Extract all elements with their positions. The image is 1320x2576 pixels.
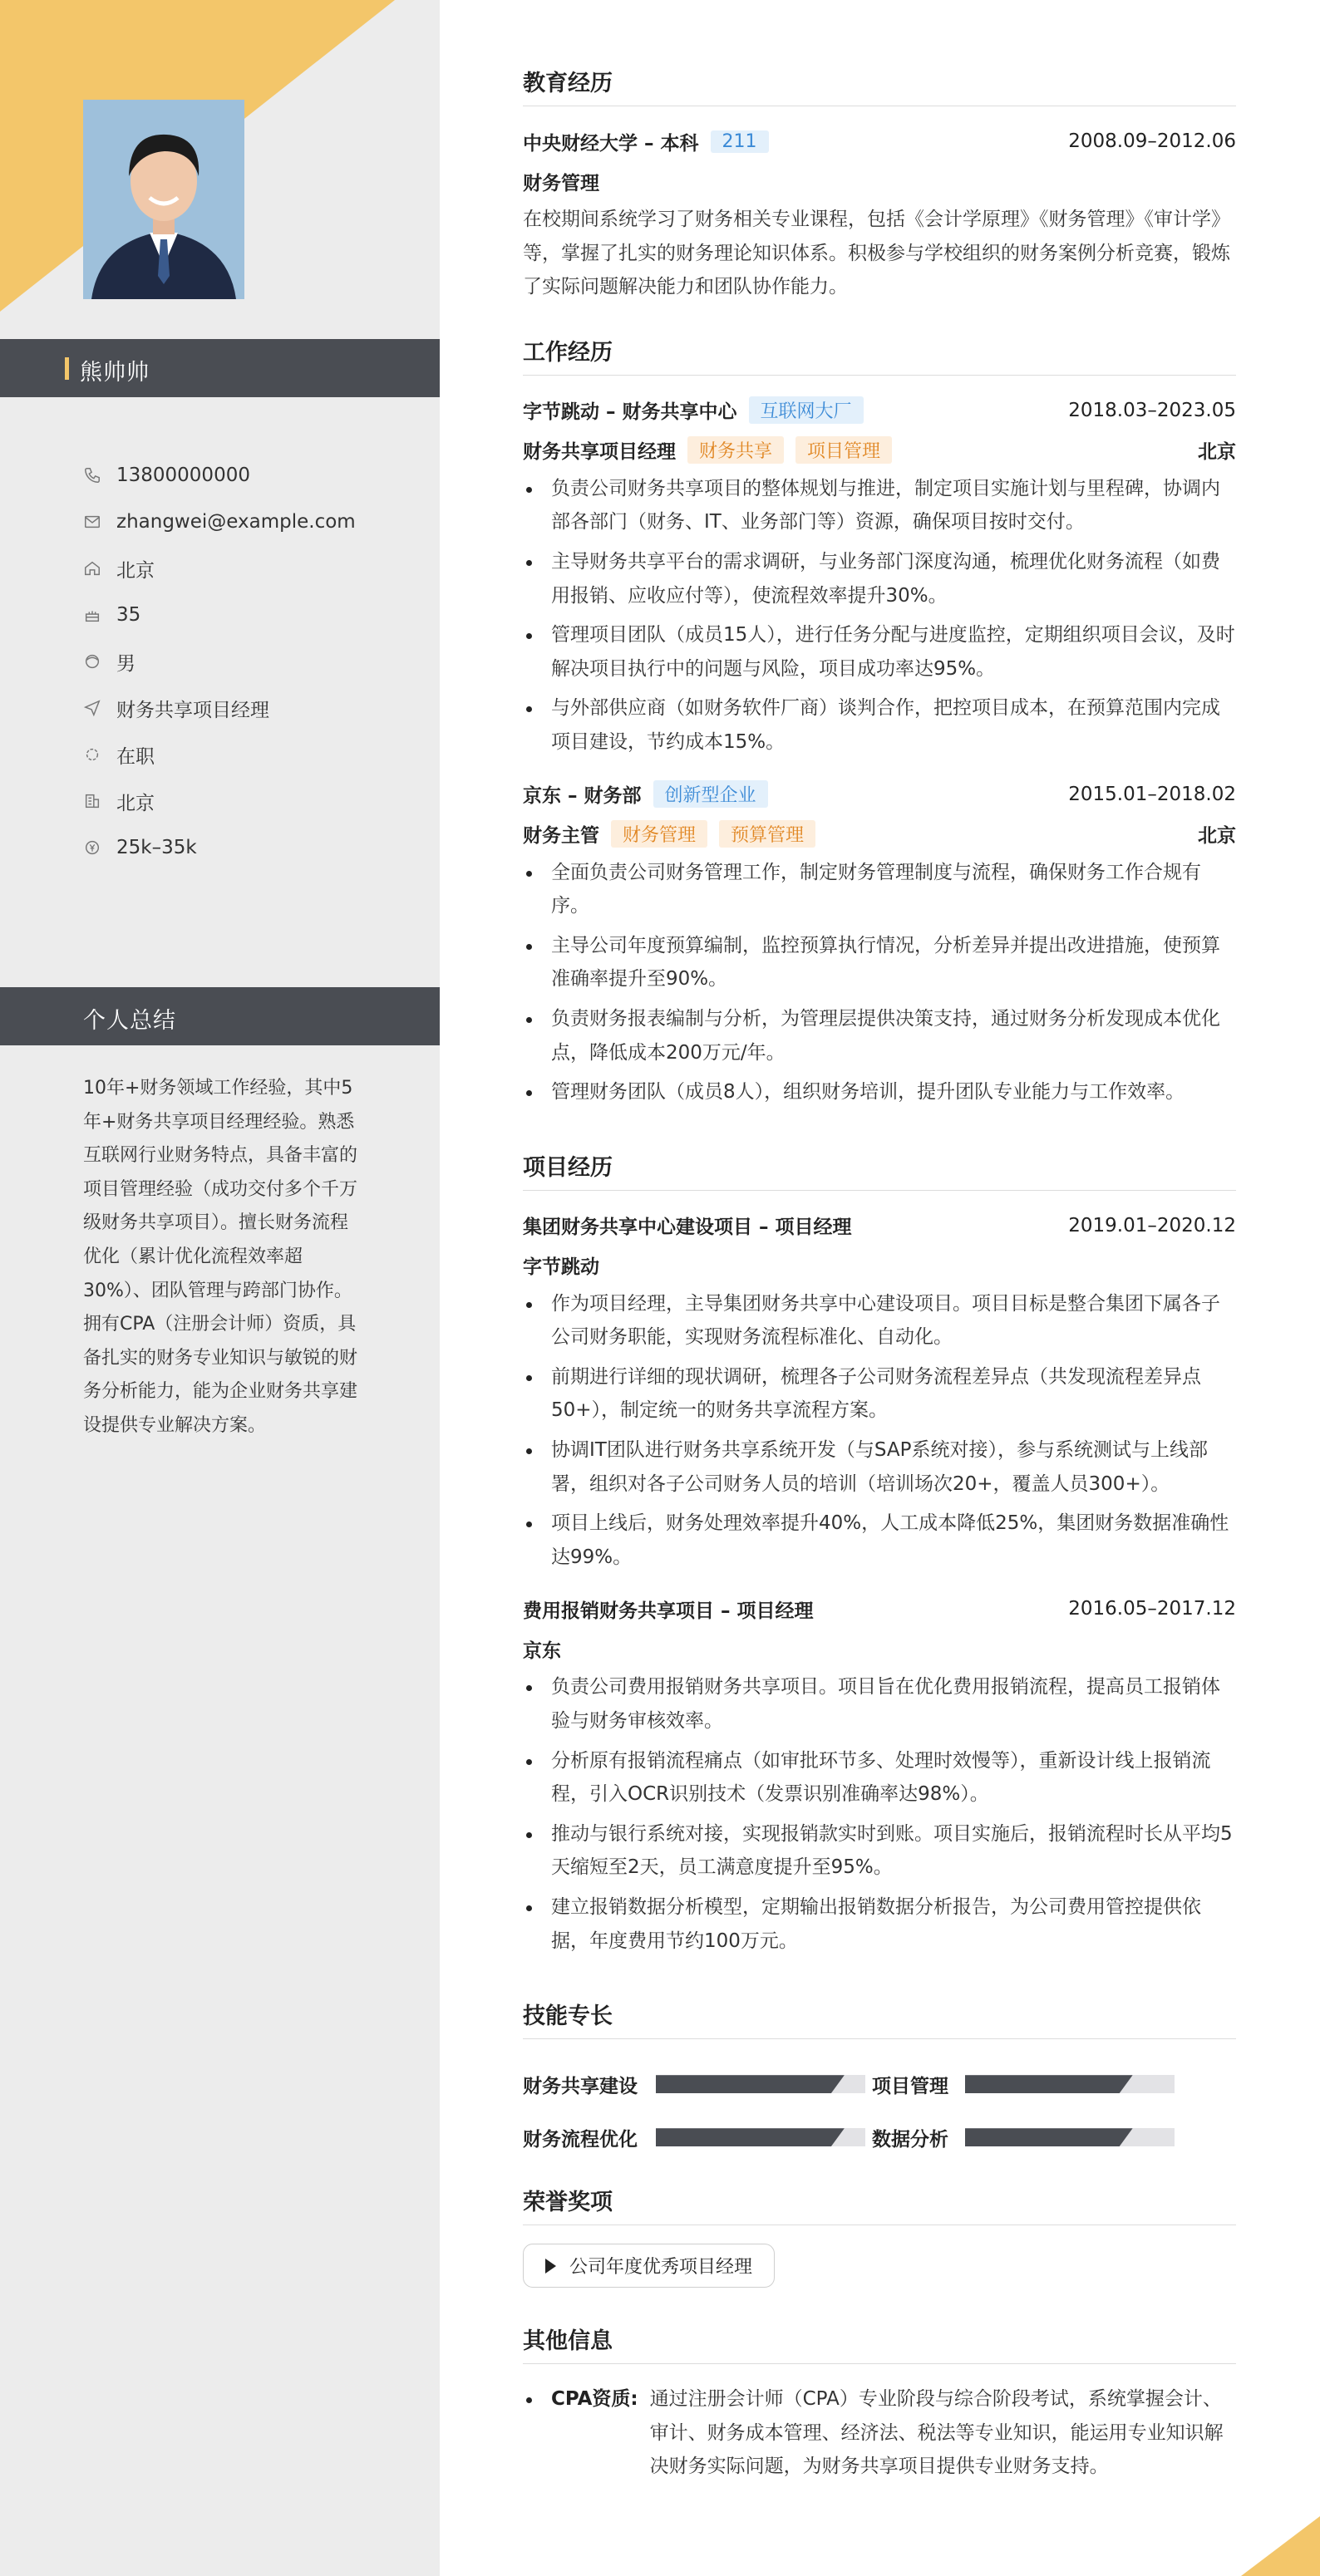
summary-header xyxy=(0,987,440,1045)
job-role xyxy=(523,820,815,848)
bullet-item: 分析原有报销流程痛点（如审批环节多、处理时效慢等），重新设计线上报销流程，引入OCR识别技术（发票识别准确率达98%）。 xyxy=(523,1744,1236,1812)
contact-value: 男 xyxy=(116,652,135,675)
role-tag: 财务共享 xyxy=(687,436,784,464)
bullet-item: 作为项目经理，主导集团财务共享中心建设项目。项目目标是整合集团下属各子公司财务职能，实现财务流程标准化、自动化。 xyxy=(523,1287,1236,1354)
skill-bar xyxy=(965,2128,1175,2146)
job-date: 2015.01–2018.02 xyxy=(1068,783,1236,805)
skill-fill xyxy=(656,2075,845,2093)
phone-icon xyxy=(83,466,101,484)
education-major: 财务管理 xyxy=(523,172,599,194)
project-item xyxy=(523,1592,1236,1958)
skill-bar xyxy=(965,2075,1175,2093)
contact-home xyxy=(83,545,416,592)
age-icon xyxy=(83,606,101,624)
contact-value: 35 xyxy=(116,604,141,626)
skill-name: 项目管理 xyxy=(872,2075,948,2097)
contact-value: 在职 xyxy=(116,745,155,768)
education-school xyxy=(523,128,769,155)
project-org: 京东 xyxy=(523,1639,561,1662)
bullet-item: 主导公司年度预算编制，监控预算执行情况，分析差异并提出改进措施，使预算准确率提升至90%。 xyxy=(523,929,1236,996)
job-head xyxy=(523,394,1236,427)
role-tag: 财务管理 xyxy=(611,820,707,848)
bullet-item: 与外部供应商（如财务软件厂商）谈判合作，把控项目成本，在预算范围内完成项目建设，节约成本15%。 xyxy=(523,691,1236,759)
summary-text: 10年+财务领域工作经验，其中5年+财务共享项目经理经验。熟悉互联网行业财务特点，具备丰富的项目管理经验（成功交付多个千万级财务共享项目）。擅长财务流程优化（累计优化流程效率超30%）、团队管理与跨部门协作。拥有CPA（注册会计师）资质，具备扎实的财务专业知识与敏锐的财务分析能力，能为企业财务共享建设提供专业解决方案。 xyxy=(83,1078,358,1436)
job-company xyxy=(523,396,864,424)
project-name: 费用报销财务共享项目 – 项目经理 xyxy=(523,1600,814,1622)
project-item xyxy=(523,1209,1236,1575)
company-name: 字节跳动 – 财务共享中心 xyxy=(523,401,737,424)
section-title-projects: 项目经历 xyxy=(523,1149,1236,1191)
skill-fill xyxy=(656,2128,845,2146)
play-icon xyxy=(545,2259,556,2274)
salary-icon xyxy=(83,838,101,857)
contact-position xyxy=(83,685,416,731)
award-item xyxy=(523,2244,775,2288)
profile-photo xyxy=(83,100,244,299)
skills-list xyxy=(523,2057,1236,2164)
role-name: 财务主管 xyxy=(523,825,599,848)
contact-value: zhangwei@example.com xyxy=(116,511,356,533)
company-tag: 创新型企业 xyxy=(653,780,768,808)
section-title-work: 工作经历 xyxy=(523,334,1236,376)
other-item xyxy=(523,2382,1236,2484)
sidebar xyxy=(0,0,440,2576)
job-head xyxy=(523,778,1236,811)
bullet-item: 协调IT团队进行财务共享系统开发（与SAP系统对接），参与系统测试与上线部署，组织对各子公司财务人员的培训（培训场次20+，覆盖人员300+）。 xyxy=(523,1433,1236,1501)
award-label: 公司年度优秀项目经理 xyxy=(569,2257,753,2279)
project-date: 2016.05–2017.12 xyxy=(1068,1598,1236,1620)
home-icon xyxy=(83,559,101,578)
company-name: 京东 – 财务部 xyxy=(523,785,642,808)
school-name: 中央财经大学 – 本科 xyxy=(523,132,699,155)
skill-item xyxy=(872,2057,1221,2111)
skill-name: 财务共享建设 xyxy=(523,2075,638,2097)
education-major-row xyxy=(523,165,1236,198)
gender-icon xyxy=(83,652,101,671)
skill-fill xyxy=(965,2128,1133,2146)
skill-name: 财务流程优化 xyxy=(523,2128,638,2151)
job-item xyxy=(523,394,1236,760)
contact-city xyxy=(83,778,416,824)
job-date: 2018.03–2023.05 xyxy=(1068,399,1236,421)
mail-icon xyxy=(83,513,101,531)
job-bullets xyxy=(523,856,1236,1109)
project-bullets xyxy=(523,1287,1236,1575)
job-role-row xyxy=(523,434,1236,467)
skill-item xyxy=(523,2111,872,2164)
other-value: 通过注册会计师（CPA）专业阶段与综合阶段考试，系统掌握会计、审计、财务成本管理、经济法、税法等专业知识，能运用专业知识解决财务实际问题，为财务共享项目提供专业财务支持。 xyxy=(649,2388,1224,2478)
contact-value: 财务共享项目经理 xyxy=(116,699,269,721)
skill-bar xyxy=(656,2128,865,2146)
job-role xyxy=(523,436,892,464)
skill-fill xyxy=(965,2075,1133,2093)
education-date: 2008.09–2012.06 xyxy=(1068,130,1236,152)
send-icon xyxy=(83,699,101,717)
contact-value: 北京 xyxy=(116,792,155,814)
job-bullets xyxy=(523,472,1236,760)
education-desc: 在校期间系统学习了财务相关专业课程，包括《会计学原理》《财务管理》《审计学》等，掌握了扎实的财务理论知识体系。积极参与学校组织的财务案例分析竞赛，锻炼了实际问题解决能力和团队协作能力。 xyxy=(523,209,1230,298)
section-title-awards: 荣誉奖项 xyxy=(523,2184,1236,2225)
project-name: 集团财务共享中心建设项目 – 项目经理 xyxy=(523,1217,852,1239)
project-org: 字节跳动 xyxy=(523,1256,599,1279)
bullet-item: 建立报销数据分析模型，定期输出报销数据分析报告，为公司费用管控提供依据，年度费用节约100万元。 xyxy=(523,1890,1236,1958)
job-city: 北京 xyxy=(1198,825,1236,848)
project-head xyxy=(523,1592,1236,1625)
job-city: 北京 xyxy=(1198,441,1236,464)
project-bullets xyxy=(523,1670,1236,1958)
section-title-education: 教育经历 xyxy=(523,65,1236,106)
role-tag: 项目管理 xyxy=(795,436,892,464)
contact-list xyxy=(83,452,416,871)
education-head xyxy=(523,125,1236,158)
project-head xyxy=(523,1209,1236,1242)
bullet-item: 主导财务共享平台的需求调研，与业务部门深度沟通，梳理优化财务流程（如费用报销、应收应付等），使流程效率提升30%。 xyxy=(523,545,1236,612)
skill-name: 数据分析 xyxy=(872,2128,948,2151)
bullet-item: 管理项目团队（成员15人），进行任务分配与进度监控，定期组织项目会议，及时解决项目执行中的问题与风险，项目成功率达95%。 xyxy=(523,618,1236,686)
job-company xyxy=(523,780,768,808)
bullet-item: 前期进行详细的现状调研，梳理各子公司财务流程差异点（共发现流程差异点50+），制定统一的财务共享流程方案。 xyxy=(523,1360,1236,1428)
job-role-row xyxy=(523,818,1236,851)
project-org-row xyxy=(523,1632,1236,1665)
name-accent xyxy=(65,357,69,380)
status-icon xyxy=(83,745,101,764)
name-bar xyxy=(0,339,440,397)
school-tag: 211 xyxy=(711,130,769,153)
contact-value: 北京 xyxy=(116,559,155,582)
skill-item xyxy=(523,2057,872,2111)
contact-gender xyxy=(83,638,416,685)
company-tag: 互联网大厂 xyxy=(749,396,864,424)
contact-salary xyxy=(83,824,416,871)
contact-phone xyxy=(83,452,416,499)
bullet-item: 推动与银行系统对接，实现报销款实时到账。项目实施后，报销流程时长从平均5天缩短至2天，员工满意度提升至95%。 xyxy=(523,1817,1236,1885)
contact-age xyxy=(83,592,416,638)
contact-value: 25k–35k xyxy=(116,837,197,858)
bullet-item: 全面负责公司财务管理工作，制定财务管理制度与流程，确保财务工作合规有序。 xyxy=(523,856,1236,923)
main-content xyxy=(523,65,1236,2484)
section-title-other: 其他信息 xyxy=(523,2323,1236,2364)
bullet-item: 负责财务报表编制与分析，为管理层提供决策支持，通过财务分析发现成本优化点，降低成本200万元/年。 xyxy=(523,1002,1236,1069)
job-item xyxy=(523,778,1236,1109)
skill-item xyxy=(872,2111,1221,2164)
section-title-skills: 技能专长 xyxy=(523,1998,1236,2039)
decor-triangle-bottom xyxy=(1241,2516,1320,2576)
other-key: CPA资质: xyxy=(551,2388,638,2411)
summary-title: 个人总结 xyxy=(83,1008,176,1034)
project-date: 2019.01–2020.12 xyxy=(1068,1214,1236,1236)
role-tag: 预算管理 xyxy=(719,820,815,848)
bullet-item: 负责公司财务共享项目的整体规划与推进，制定项目实施计划与里程碑，协调内部各部门（财务、IT、业务部门等）资源，确保项目按时交付。 xyxy=(523,472,1236,539)
project-org-row xyxy=(523,1249,1236,1282)
contact-value: 13800000000 xyxy=(116,465,250,486)
role-name: 财务共享项目经理 xyxy=(523,441,676,464)
contact-email xyxy=(83,499,416,545)
profile-name: 熊帅帅 xyxy=(80,360,150,386)
bullet-item: 负责公司费用报销财务共享项目。项目旨在优化费用报销流程，提高员工报销体验与财务审核效率。 xyxy=(523,1670,1236,1738)
building-icon xyxy=(83,792,101,810)
bullet-item: 管理财务团队（成员8人），组织财务培训，提升团队专业能力与工作效率。 xyxy=(523,1075,1236,1109)
bullet-item: 项目上线后，财务处理效率提升40%，人工成本降低25%，集团财务数据准确性达99%。 xyxy=(523,1507,1236,1574)
skill-bar xyxy=(656,2075,865,2093)
contact-status xyxy=(83,731,416,778)
